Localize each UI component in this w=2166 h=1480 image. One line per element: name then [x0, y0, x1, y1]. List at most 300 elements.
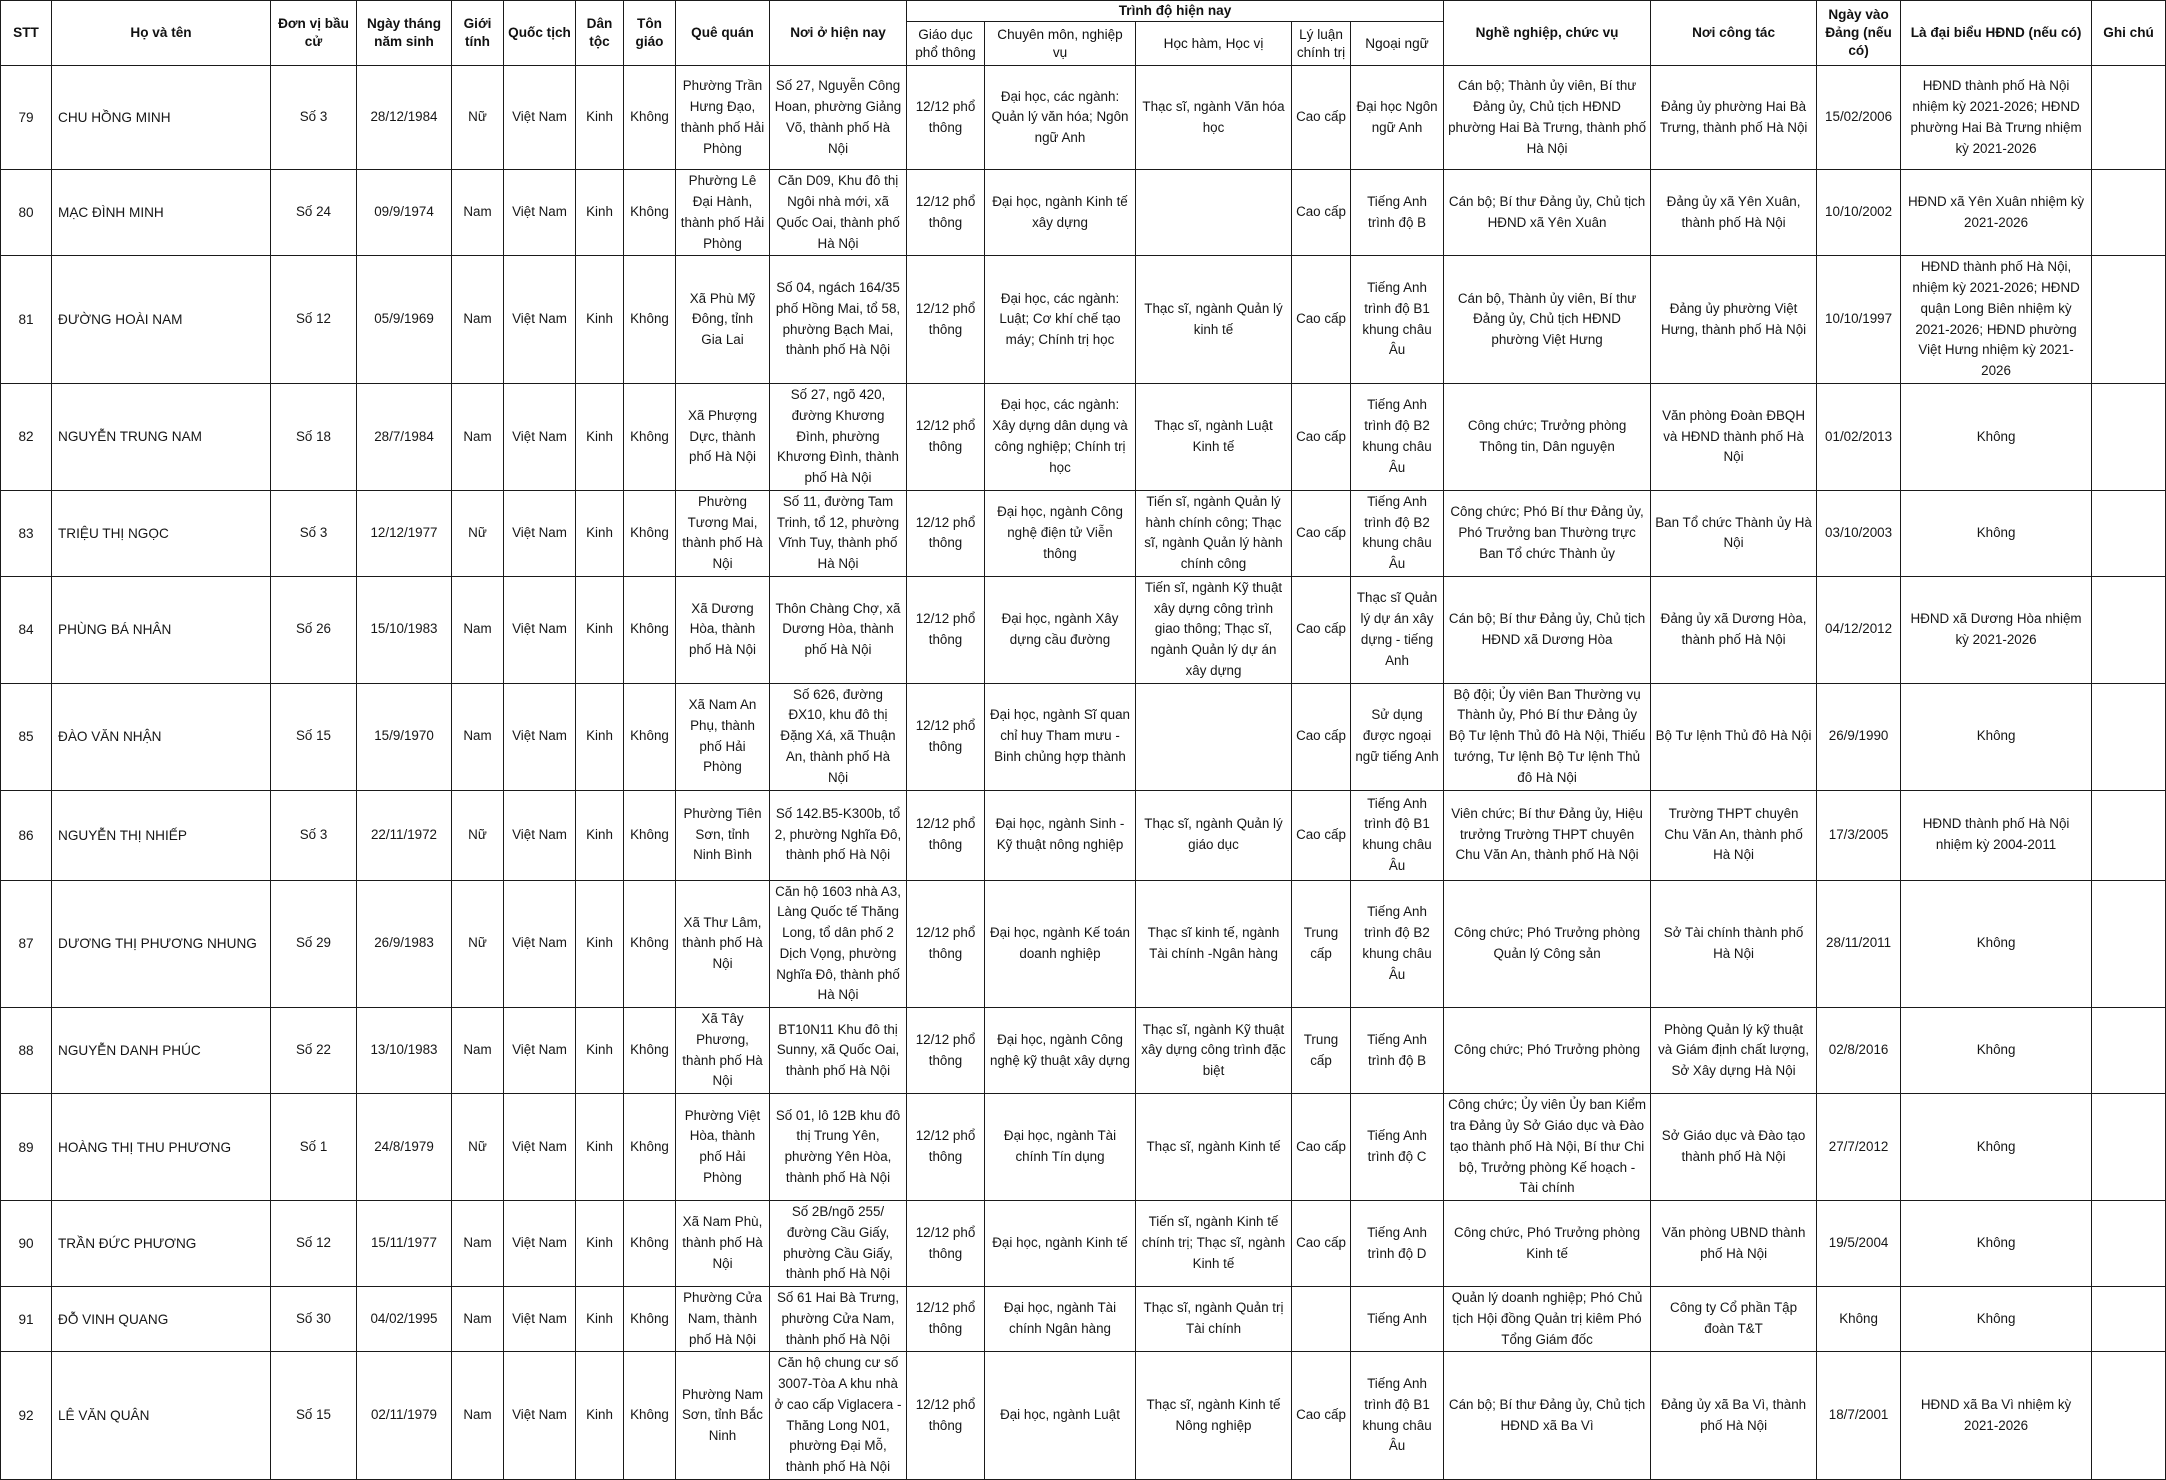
table-row	[1, 170, 2166, 256]
cell-hometown: Phường Việt Hòa, thành phố Hải Phòng	[676, 1094, 770, 1201]
cell-nationality: Việt Nam	[504, 490, 576, 576]
cell-gender: Nam	[452, 1352, 504, 1480]
cell-nationality: Việt Nam	[504, 66, 576, 170]
cell-language: Sử dụng được ngoại ngữ tiếng Anh	[1351, 683, 1444, 790]
cell-unit: Số 3	[271, 66, 357, 170]
cell-stt: 80	[1, 170, 52, 256]
cell-council-rep: HĐND thành phố Hà Nội nhiệm kỳ 2004-2011	[1901, 790, 2092, 880]
cell-academic: Thạc sĩ, ngành Kinh tế	[1136, 1094, 1292, 1201]
cell-nationality: Việt Nam	[504, 1201, 576, 1287]
cell-stt: 91	[1, 1287, 52, 1352]
cell-stt: 88	[1, 1008, 52, 1094]
cell-hometown: Xã Nam An Phụ, thành phố Hải Phòng	[676, 683, 770, 790]
cell-nationality: Việt Nam	[504, 170, 576, 256]
cell-council-rep: HĐND xã Dương Hòa nhiệm kỳ 2021-2026	[1901, 576, 2092, 683]
cell-political: Cao cấp	[1292, 1352, 1351, 1480]
cell-gender: Nam	[452, 1008, 504, 1094]
cell-name: CHU HỒNG MINH	[52, 66, 271, 170]
cell-occupation: Cán bộ; Bí thư Đảng ủy, Chủ tịch HĐND xã Dương Hòa	[1444, 576, 1651, 683]
cell-notes	[2092, 576, 2166, 683]
cell-general-edu: 12/12 phổ thông	[907, 1094, 985, 1201]
header-general-edu: Giáo dục phổ thông	[907, 22, 985, 66]
cell-unit: Số 22	[271, 1008, 357, 1094]
header-academic: Học hàm, Học vị	[1136, 22, 1292, 66]
cell-hometown: Xã Tây Phương, thành phố Hà Nội	[676, 1008, 770, 1094]
cell-religion: Không	[624, 384, 676, 491]
cell-academic	[1136, 683, 1292, 790]
cell-stt: 81	[1, 256, 52, 384]
cell-unit: Số 30	[271, 1287, 357, 1352]
cell-party-date: 18/7/2001	[1817, 1352, 1901, 1480]
cell-notes	[2092, 683, 2166, 790]
cell-gender: Nữ	[452, 66, 504, 170]
cell-religion: Không	[624, 790, 676, 880]
cell-residence: Căn hộ chung cư số 3007-Tòa A khu nhà ở cao cấp Viglacera - Thăng Long N01, phường Đại Mỗ, thành phố Hà Nội	[770, 1352, 907, 1480]
cell-ethnicity: Kinh	[576, 1287, 624, 1352]
cell-academic: Thạc sĩ, ngành Quản lý kinh tế	[1136, 256, 1292, 384]
cell-hometown: Xã Dương Hòa, thành phố Hà Nội	[676, 576, 770, 683]
cell-name: ĐƯỜNG HOÀI NAM	[52, 256, 271, 384]
cell-name: MẠC ĐÌNH MINH	[52, 170, 271, 256]
header-ethnicity: Dân tộc	[576, 1, 624, 66]
cell-academic: Thạc sĩ, ngành Văn hóa học	[1136, 66, 1292, 170]
cell-dob: 05/9/1969	[357, 256, 452, 384]
cell-occupation: Công chức; Phó Trưởng phòng Quản lý Công sản	[1444, 880, 1651, 1008]
table-row	[1, 1008, 2166, 1094]
cell-religion: Không	[624, 683, 676, 790]
cell-nationality: Việt Nam	[504, 790, 576, 880]
cell-party-date: 04/12/2012	[1817, 576, 1901, 683]
cell-workplace: Ban Tổ chức Thành ủy Hà Nội	[1651, 490, 1817, 576]
cell-stt: 89	[1, 1094, 52, 1201]
cell-workplace: Đảng ủy xã Yên Xuân, thành phố Hà Nội	[1651, 170, 1817, 256]
cell-dob: 28/12/1984	[357, 66, 452, 170]
cell-notes	[2092, 490, 2166, 576]
cell-gender: Nam	[452, 384, 504, 491]
cell-occupation: Công chức, Phó Trưởng phòng Kinh tế	[1444, 1201, 1651, 1287]
cell-stt: 85	[1, 683, 52, 790]
cell-nationality: Việt Nam	[504, 1287, 576, 1352]
cell-language: Tiếng Anh trình độ B1 khung châu Âu	[1351, 256, 1444, 384]
cell-religion: Không	[624, 1352, 676, 1480]
cell-stt: 79	[1, 66, 52, 170]
cell-language: Tiếng Anh trình độ B1 khung châu Âu	[1351, 1352, 1444, 1480]
cell-ethnicity: Kinh	[576, 256, 624, 384]
cell-workplace: Văn phòng Đoàn ĐBQH và HĐND thành phố Hà Nội	[1651, 384, 1817, 491]
header-unit: Đơn vị bầu cử	[271, 1, 357, 66]
cell-ethnicity: Kinh	[576, 1201, 624, 1287]
cell-unit: Số 24	[271, 170, 357, 256]
table-body	[1, 66, 2166, 1480]
cell-party-date: Không	[1817, 1287, 1901, 1352]
cell-hometown: Phường Tương Mai, thành phố Hà Nội	[676, 490, 770, 576]
cell-general-edu: 12/12 phổ thông	[907, 66, 985, 170]
cell-general-edu: 12/12 phổ thông	[907, 256, 985, 384]
cell-name: ĐÀO VĂN NHẬN	[52, 683, 271, 790]
cell-gender: Nam	[452, 1201, 504, 1287]
cell-hometown: Xã Phù Mỹ Đông, tỉnh Gia Lai	[676, 256, 770, 384]
cell-hometown: Phường Nam Sơn, tỉnh Bắc Ninh	[676, 1352, 770, 1480]
cell-political: Cao cấp	[1292, 1201, 1351, 1287]
cell-political: Cao cấp	[1292, 683, 1351, 790]
cell-party-date: 28/11/2011	[1817, 880, 1901, 1008]
cell-party-date: 27/7/2012	[1817, 1094, 1901, 1201]
cell-name: NGUYỄN THỊ NHIẾP	[52, 790, 271, 880]
cell-specialty: Đại học, các ngành: Luật; Cơ khí chế tạo máy; Chính trị học	[985, 256, 1136, 384]
cell-party-date: 15/02/2006	[1817, 66, 1901, 170]
cell-language: Tiếng Anh trình độ B2 khung châu Âu	[1351, 490, 1444, 576]
cell-nationality: Việt Nam	[504, 1352, 576, 1480]
cell-gender: Nam	[452, 256, 504, 384]
cell-workplace: Bộ Tư lệnh Thủ đô Hà Nội	[1651, 683, 1817, 790]
cell-political	[1292, 1287, 1351, 1352]
cell-political: Trung cấp	[1292, 1008, 1351, 1094]
cell-political: Cao cấp	[1292, 790, 1351, 880]
cell-council-rep: Không	[1901, 1008, 2092, 1094]
cell-political: Cao cấp	[1292, 384, 1351, 491]
header-workplace: Nơi công tác	[1651, 1, 1817, 66]
cell-notes	[2092, 384, 2166, 491]
cell-party-date: 17/3/2005	[1817, 790, 1901, 880]
cell-academic: Tiến sĩ, ngành Kinh tế chính trị; Thạc sĩ, ngành Kinh tế	[1136, 1201, 1292, 1287]
cell-dob: 15/10/1983	[357, 576, 452, 683]
cell-council-rep: Không	[1901, 683, 2092, 790]
cell-council-rep: Không	[1901, 1287, 2092, 1352]
cell-dob: 22/11/1972	[357, 790, 452, 880]
cell-unit: Số 18	[271, 384, 357, 491]
cell-occupation: Cán bộ; Bí thư Đảng ủy, Chủ tịch HĐND xã Ba Vì	[1444, 1352, 1651, 1480]
cell-specialty: Đại học, ngành Sĩ quan chỉ huy Tham mưu - Binh chủng hợp thành	[985, 683, 1136, 790]
cell-residence: Số 2B/ngõ 255/ đường Cầu Giấy, phường Cầu Giấy, thành phố Hà Nội	[770, 1201, 907, 1287]
cell-specialty: Đại học, ngành Luật	[985, 1352, 1136, 1480]
cell-religion: Không	[624, 880, 676, 1008]
cell-name: NGUYỄN DANH PHÚC	[52, 1008, 271, 1094]
cell-academic: Thạc sĩ, ngành Kỹ thuật xây dựng công trình đặc biệt	[1136, 1008, 1292, 1094]
header-dob: Ngày tháng năm sinh	[357, 1, 452, 66]
cell-notes	[2092, 1094, 2166, 1201]
table-row	[1, 683, 2166, 790]
cell-occupation: Công chức; Ủy viên Ủy ban Kiểm tra Đảng ủy Sở Giáo dục và Đào tạo thành phố Hà Nội, Bí thư Chi bộ, Trưởng phòng Kế hoạch - Tài chính	[1444, 1094, 1651, 1201]
cell-religion: Không	[624, 66, 676, 170]
cell-general-edu: 12/12 phổ thông	[907, 170, 985, 256]
cell-council-rep: HĐND thành phố Hà Nội nhiệm kỳ 2021-2026; HĐND phường Hai Bà Trưng nhiệm kỳ 2021-2026	[1901, 66, 2092, 170]
cell-nationality: Việt Nam	[504, 880, 576, 1008]
cell-specialty: Đại học, ngành Tài chính Tín dụng	[985, 1094, 1136, 1201]
cell-language: Tiếng Anh	[1351, 1287, 1444, 1352]
cell-specialty: Đại học, ngành Kinh tế xây dựng	[985, 170, 1136, 256]
cell-political: Trung cấp	[1292, 880, 1351, 1008]
cell-residence: Số 626, đường ĐX10, khu đô thị Đặng Xá, xã Thuận An, thành phố Hà Nội	[770, 683, 907, 790]
cell-unit: Số 3	[271, 790, 357, 880]
cell-residence: Căn D09, Khu đô thị Ngôi nhà mới, xã Quốc Oai, thành phố Hà Nội	[770, 170, 907, 256]
cell-residence: Số 01, lô 12B khu đô thị Trung Yên, phường Yên Hòa, thành phố Hà Nội	[770, 1094, 907, 1201]
cell-academic: Thạc sĩ, ngành Kinh tế Nông nghiệp	[1136, 1352, 1292, 1480]
header-political: Lý luận chính trị	[1292, 22, 1351, 66]
cell-occupation: Viên chức; Bí thư Đảng ủy, Hiệu trưởng Trường THPT chuyên Chu Văn An, thành phố Hà Nội	[1444, 790, 1651, 880]
cell-general-edu: 12/12 phổ thông	[907, 880, 985, 1008]
cell-notes	[2092, 790, 2166, 880]
header-stt: STT	[1, 1, 52, 66]
header-occupation: Nghề nghiệp, chức vụ	[1444, 1, 1651, 66]
cell-notes	[2092, 66, 2166, 170]
cell-language: Tiếng Anh trình độ D	[1351, 1201, 1444, 1287]
cell-political: Cao cấp	[1292, 490, 1351, 576]
table-row	[1, 66, 2166, 170]
cell-academic	[1136, 170, 1292, 256]
cell-general-edu: 12/12 phổ thông	[907, 384, 985, 491]
cell-residence: Căn hộ 1603 nhà A3, Làng Quốc tế Thăng Long, tổ dân phố 2 Dịch Vọng, phường Nghĩa Đô, thành phố Hà Nội	[770, 880, 907, 1008]
cell-workplace: Sở Tài chính thành phố Hà Nội	[1651, 880, 1817, 1008]
cell-notes	[2092, 880, 2166, 1008]
cell-name: LÊ VĂN QUÂN	[52, 1352, 271, 1480]
cell-workplace: Đảng ủy phường Hai Bà Trưng, thành phố Hà Nội	[1651, 66, 1817, 170]
cell-name: DƯƠNG THỊ PHƯƠNG NHUNG	[52, 880, 271, 1008]
cell-stt: 87	[1, 880, 52, 1008]
cell-language: Tiếng Anh trình độ C	[1351, 1094, 1444, 1201]
cell-unit: Số 3	[271, 490, 357, 576]
header-residence: Nơi ở hiện nay	[770, 1, 907, 66]
header-education-group: Trình độ hiện nay	[907, 1, 1444, 22]
cell-gender: Nam	[452, 683, 504, 790]
cell-religion: Không	[624, 1008, 676, 1094]
cell-name: PHÙNG BÁ NHÂN	[52, 576, 271, 683]
cell-party-date: 03/10/2003	[1817, 490, 1901, 576]
cell-gender: Nữ	[452, 790, 504, 880]
cell-hometown: Phường Lê Đại Hành, thành phố Hải Phòng	[676, 170, 770, 256]
cell-general-edu: 12/12 phổ thông	[907, 1287, 985, 1352]
cell-dob: 15/11/1977	[357, 1201, 452, 1287]
cell-religion: Không	[624, 256, 676, 384]
cell-gender: Nam	[452, 576, 504, 683]
cell-workplace: Phòng Quản lý kỹ thuật và Giám định chất lượng, Sở Xây dựng Hà Nội	[1651, 1008, 1817, 1094]
cell-council-rep: Không	[1901, 1201, 2092, 1287]
cell-residence: Thôn Chàng Chợ, xã Dương Hòa, thành phố Hà Nội	[770, 576, 907, 683]
cell-name: TRẦN ĐỨC PHƯƠNG	[52, 1201, 271, 1287]
cell-workplace: Đảng ủy xã Dương Hòa, thành phố Hà Nội	[1651, 576, 1817, 683]
cell-language: Tiếng Anh trình độ B1 khung châu Âu	[1351, 790, 1444, 880]
cell-workplace: Văn phòng UBND thành phố Hà Nội	[1651, 1201, 1817, 1287]
cell-unit: Số 1	[271, 1094, 357, 1201]
table-row	[1, 384, 2166, 491]
header-religion: Tôn giáo	[624, 1, 676, 66]
cell-ethnicity: Kinh	[576, 790, 624, 880]
cell-language: Đại học Ngôn ngữ Anh	[1351, 66, 1444, 170]
cell-party-date: 01/02/2013	[1817, 384, 1901, 491]
cell-nationality: Việt Nam	[504, 576, 576, 683]
cell-specialty: Đại học, ngành Sinh - Kỹ thuật nông nghiệp	[985, 790, 1136, 880]
cell-gender: Nữ	[452, 1094, 504, 1201]
cell-specialty: Đại học, ngành Công nghệ điện tử Viễn thông	[985, 490, 1136, 576]
cell-gender: Nam	[452, 1287, 504, 1352]
cell-residence: Số 142.B5-K300b, tổ 2, phường Nghĩa Đô, thành phố Hà Nội	[770, 790, 907, 880]
cell-notes	[2092, 170, 2166, 256]
cell-name: ĐỖ VINH QUANG	[52, 1287, 271, 1352]
cell-ethnicity: Kinh	[576, 1094, 624, 1201]
cell-academic: Thạc sĩ, ngành Quản trị Tài chính	[1136, 1287, 1292, 1352]
header-gender: Giới tính	[452, 1, 504, 66]
header-specialty: Chuyên môn, nghiệp vụ	[985, 22, 1136, 66]
cell-council-rep: HĐND xã Yên Xuân nhiệm kỳ 2021-2026	[1901, 170, 2092, 256]
cell-workplace: Đảng ủy xã Ba Vì, thành phố Hà Nội	[1651, 1352, 1817, 1480]
cell-ethnicity: Kinh	[576, 880, 624, 1008]
cell-unit: Số 12	[271, 256, 357, 384]
cell-residence: Số 61 Hai Bà Trưng, phường Cửa Nam, thành phố Hà Nội	[770, 1287, 907, 1352]
cell-workplace: Sở Giáo dục và Đào tạo thành phố Hà Nội	[1651, 1094, 1817, 1201]
cell-stt: 83	[1, 490, 52, 576]
table-row	[1, 1201, 2166, 1287]
table-row	[1, 790, 2166, 880]
cell-council-rep: HĐND xã Ba Vì nhiệm kỳ 2021-2026	[1901, 1352, 2092, 1480]
cell-name: NGUYỄN TRUNG NAM	[52, 384, 271, 491]
cell-dob: 24/8/1979	[357, 1094, 452, 1201]
table-row	[1, 880, 2166, 1008]
table-row	[1, 1094, 2166, 1201]
cell-hometown: Xã Phượng Dực, thành phố Hà Nội	[676, 384, 770, 491]
table-row	[1, 256, 2166, 384]
cell-specialty: Đại học, ngành Tài chính Ngân hàng	[985, 1287, 1136, 1352]
cell-residence: Số 27, Nguyễn Công Hoan, phường Giảng Võ, thành phố Hà Nội	[770, 66, 907, 170]
cell-religion: Không	[624, 490, 676, 576]
cell-nationality: Việt Nam	[504, 384, 576, 491]
cell-dob: 26/9/1983	[357, 880, 452, 1008]
cell-political: Cao cấp	[1292, 576, 1351, 683]
cell-party-date: 10/10/2002	[1817, 170, 1901, 256]
cell-occupation: Công chức; Phó Bí thư Đảng ủy, Phó Trưởng ban Thường trực Ban Tổ chức Thành ủy	[1444, 490, 1651, 576]
cell-language: Tiếng Anh trình độ B2 khung châu Âu	[1351, 384, 1444, 491]
cell-unit: Số 29	[271, 880, 357, 1008]
table-row	[1, 576, 2166, 683]
cell-ethnicity: Kinh	[576, 170, 624, 256]
cell-council-rep: HĐND thành phố Hà Nội, nhiệm kỳ 2021-2026; HĐND quận Long Biên nhiệm kỳ 2021-2026; HĐND phường Việt Hưng nhiệm kỳ 2021-2026	[1901, 256, 2092, 384]
cell-workplace: Trường THPT chuyên Chu Văn An, thành phố Hà Nội	[1651, 790, 1817, 880]
cell-party-date: 02/8/2016	[1817, 1008, 1901, 1094]
cell-hometown: Phường Cửa Nam, thành phố Hà Nội	[676, 1287, 770, 1352]
cell-general-edu: 12/12 phổ thông	[907, 790, 985, 880]
cell-council-rep: Không	[1901, 490, 2092, 576]
cell-nationality: Việt Nam	[504, 1094, 576, 1201]
cell-council-rep: Không	[1901, 1094, 2092, 1201]
cell-name: TRIỆU THỊ NGỌC	[52, 490, 271, 576]
cell-unit: Số 15	[271, 1352, 357, 1480]
cell-unit: Số 12	[271, 1201, 357, 1287]
cell-occupation: Cán bộ, Thành ủy viên, Bí thư Đảng ủy, Chủ tịch HĐND phường Việt Hưng	[1444, 256, 1651, 384]
cell-name: HOÀNG THỊ THU PHƯƠNG	[52, 1094, 271, 1201]
cell-dob: 12/12/1977	[357, 490, 452, 576]
cell-notes	[2092, 1008, 2166, 1094]
cell-general-edu: 12/12 phổ thông	[907, 1201, 985, 1287]
cell-hometown: Phường Trần Hưng Đạo, thành phố Hải Phòng	[676, 66, 770, 170]
cell-residence: Số 04, ngách 164/35 phố Hồng Mai, tổ 58, phường Bạch Mai, thành phố Hà Nội	[770, 256, 907, 384]
cell-notes	[2092, 1201, 2166, 1287]
cell-general-edu: 12/12 phổ thông	[907, 576, 985, 683]
table-header	[1, 1, 2166, 66]
cell-unit: Số 26	[271, 576, 357, 683]
cell-residence: BT10N11 Khu đô thị Sunny, xã Quốc Oai, thành phố Hà Nội	[770, 1008, 907, 1094]
cell-language: Thạc sĩ Quản lý dự án xây dựng - tiếng Anh	[1351, 576, 1444, 683]
cell-stt: 86	[1, 790, 52, 880]
cell-dob: 09/9/1974	[357, 170, 452, 256]
cell-political: Cao cấp	[1292, 170, 1351, 256]
cell-workplace: Đảng ủy phường Việt Hưng, thành phố Hà Nội	[1651, 256, 1817, 384]
cell-specialty: Đại học, ngành Xây dựng cầu đường	[985, 576, 1136, 683]
cell-notes	[2092, 1352, 2166, 1480]
cell-academic: Thạc sĩ, ngành Luật Kinh tế	[1136, 384, 1292, 491]
cell-academic: Tiến sĩ, ngành Kỹ thuật xây dựng công trình giao thông; Thạc sĩ, ngành Quản lý dự án xây dựng	[1136, 576, 1292, 683]
cell-gender: Nam	[452, 170, 504, 256]
cell-nationality: Việt Nam	[504, 1008, 576, 1094]
cell-stt: 84	[1, 576, 52, 683]
cell-ethnicity: Kinh	[576, 384, 624, 491]
cell-academic: Thạc sĩ kinh tế, ngành Tài chính -Ngân hàng	[1136, 880, 1292, 1008]
cell-occupation: Quản lý doanh nghiệp; Phó Chủ tịch Hội đồng Quản trị kiêm Phó Tổng Giám đốc	[1444, 1287, 1651, 1352]
cell-ethnicity: Kinh	[576, 576, 624, 683]
cell-language: Tiếng Anh trình độ B	[1351, 1008, 1444, 1094]
cell-nationality: Việt Nam	[504, 683, 576, 790]
header-nationality: Quốc tịch	[504, 1, 576, 66]
header-name: Họ và tên	[52, 1, 271, 66]
cell-residence: Số 27, ngõ 420, đường Khương Đình, phường Khương Đình, thành phố Hà Nội	[770, 384, 907, 491]
cell-dob: 04/02/1995	[357, 1287, 452, 1352]
cell-council-rep: Không	[1901, 880, 2092, 1008]
cell-religion: Không	[624, 1201, 676, 1287]
cell-occupation: Cán bộ; Thành ủy viên, Bí thư Đảng ủy, Chủ tịch HĐND phường Hai Bà Trưng, thành phố Hà Nội	[1444, 66, 1651, 170]
cell-religion: Không	[624, 1094, 676, 1201]
cell-specialty: Đại học, ngành Kinh tế	[985, 1201, 1136, 1287]
cell-gender: Nữ	[452, 490, 504, 576]
cell-occupation: Công chức; Trưởng phòng Thông tin, Dân nguyện	[1444, 384, 1651, 491]
cell-political: Cao cấp	[1292, 1094, 1351, 1201]
header-party-date: Ngày vào Đảng (nếu có)	[1817, 1, 1901, 66]
header-council-rep: Là đại biểu HĐND (nếu có)	[1901, 1, 2092, 66]
header-notes: Ghi chú	[2092, 1, 2166, 66]
cell-hometown: Xã Thư Lâm, thành phố Hà Nội	[676, 880, 770, 1008]
cell-party-date: 26/9/1990	[1817, 683, 1901, 790]
cell-ethnicity: Kinh	[576, 490, 624, 576]
cell-academic: Thạc sĩ, ngành Quản lý giáo dục	[1136, 790, 1292, 880]
cell-religion: Không	[624, 1287, 676, 1352]
cell-religion: Không	[624, 170, 676, 256]
cell-general-edu: 12/12 phổ thông	[907, 1008, 985, 1094]
table-row	[1, 1287, 2166, 1352]
cell-residence: Số 11, đường Tam Trinh, tổ 12, phường Vĩnh Tuy, thành phố Hà Nội	[770, 490, 907, 576]
cell-hometown: Phường Tiên Sơn, tỉnh Ninh Bình	[676, 790, 770, 880]
cell-unit: Số 15	[271, 683, 357, 790]
table-row	[1, 490, 2166, 576]
cell-political: Cao cấp	[1292, 256, 1351, 384]
cell-hometown: Xã Nam Phù, thành phố Hà Nội	[676, 1201, 770, 1287]
cell-party-date: 10/10/1997	[1817, 256, 1901, 384]
cell-general-edu: 12/12 phổ thông	[907, 683, 985, 790]
cell-language: Tiếng Anh trình độ B	[1351, 170, 1444, 256]
cell-language: Tiếng Anh trình độ B2 khung châu Âu	[1351, 880, 1444, 1008]
cell-party-date: 19/5/2004	[1817, 1201, 1901, 1287]
header-language: Ngoại ngữ	[1351, 22, 1444, 66]
cell-council-rep: Không	[1901, 384, 2092, 491]
cell-workplace: Công ty Cổ phần Tập đoàn T&T	[1651, 1287, 1817, 1352]
cell-dob: 15/9/1970	[357, 683, 452, 790]
cell-ethnicity: Kinh	[576, 1352, 624, 1480]
cell-general-edu: 12/12 phổ thông	[907, 490, 985, 576]
cell-nationality: Việt Nam	[504, 256, 576, 384]
cell-ethnicity: Kinh	[576, 1008, 624, 1094]
cell-specialty: Đại học, các ngành: Quản lý văn hóa; Ngôn ngữ Anh	[985, 66, 1136, 170]
cell-stt: 92	[1, 1352, 52, 1480]
table-row	[1, 1352, 2166, 1480]
header-hometown: Quê quán	[676, 1, 770, 66]
cell-dob: 13/10/1983	[357, 1008, 452, 1094]
cell-specialty: Đại học, ngành Công nghệ kỹ thuật xây dựng	[985, 1008, 1136, 1094]
cell-dob: 28/7/1984	[357, 384, 452, 491]
